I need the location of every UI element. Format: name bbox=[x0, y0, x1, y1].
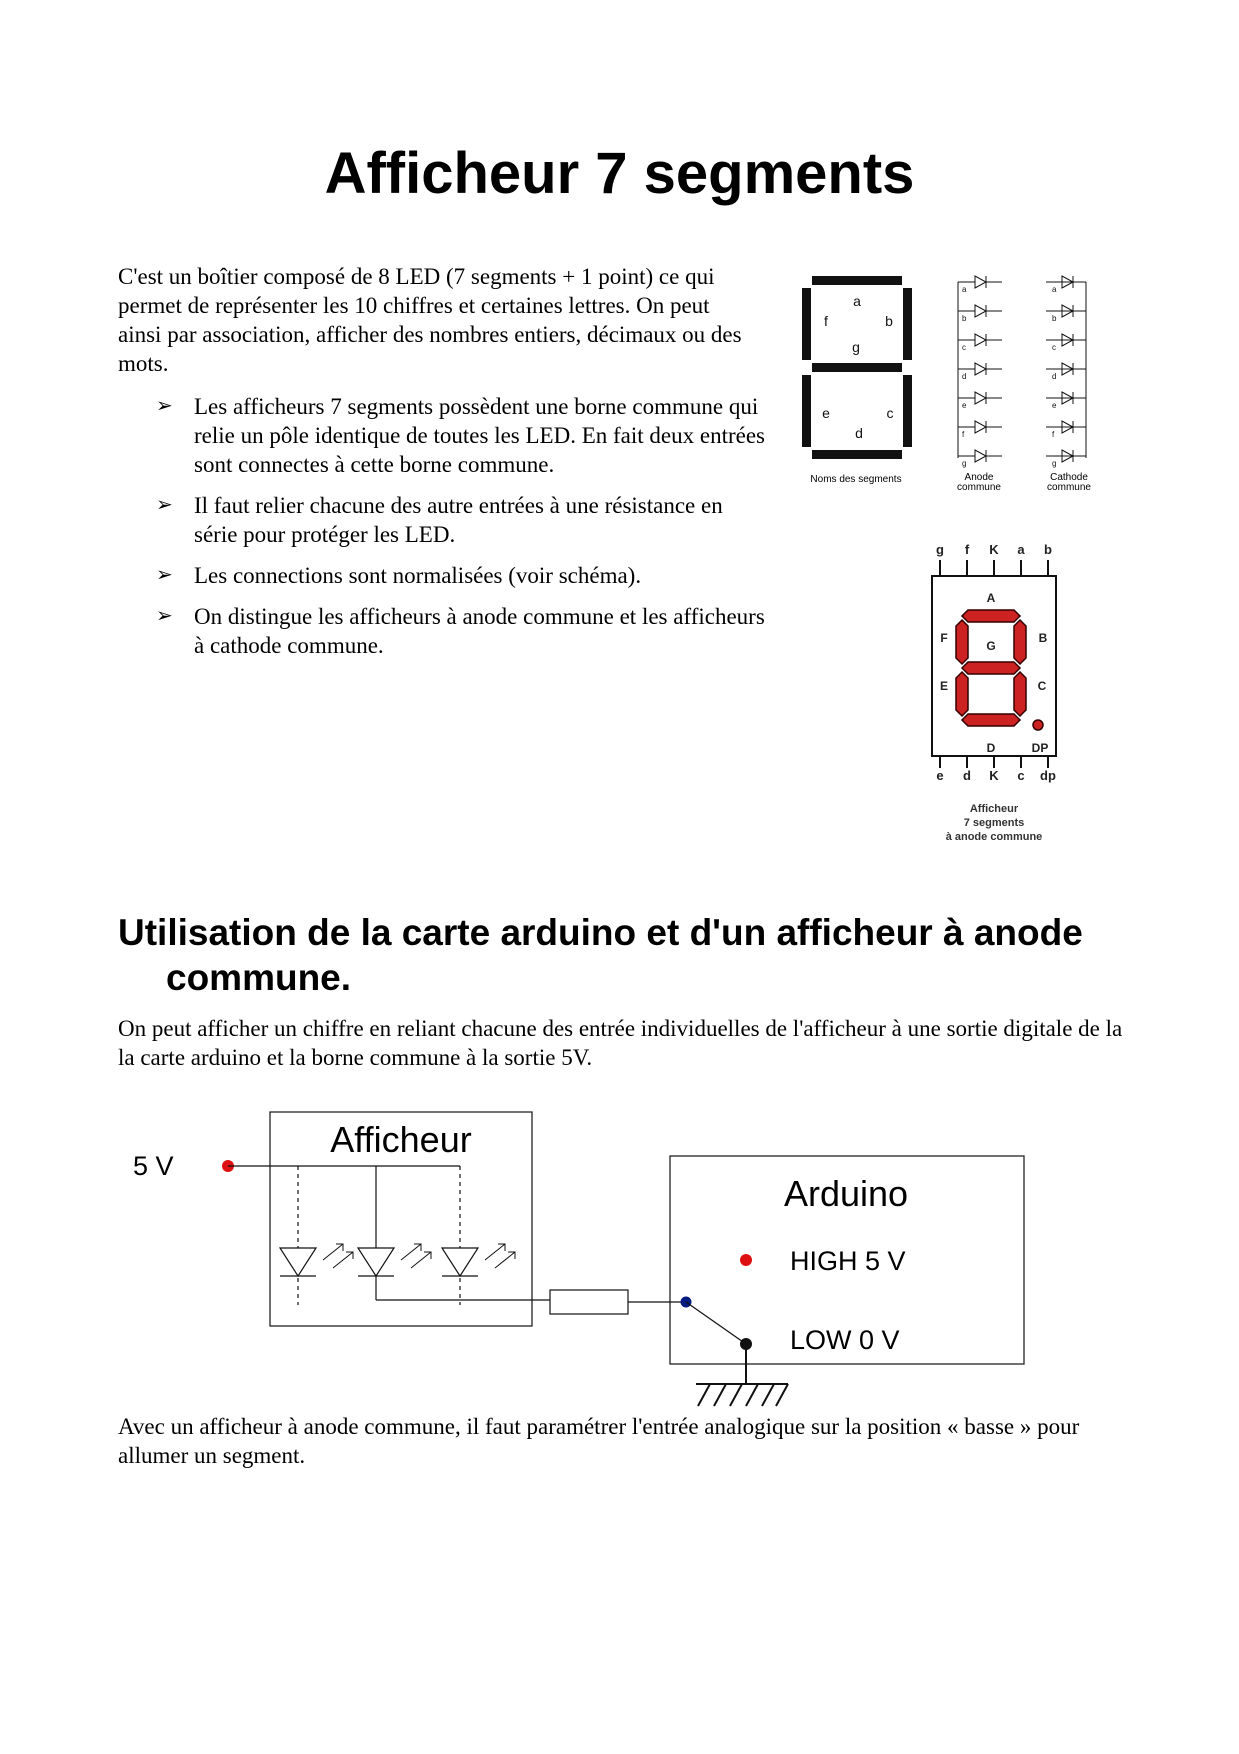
arrow-bullet-icon: ➢ bbox=[156, 494, 173, 516]
arduino-label: Arduino bbox=[783, 1173, 909, 1214]
segment-letter-g: g bbox=[852, 339, 860, 355]
anode-diode-ladder bbox=[958, 276, 1002, 462]
top-pin-label-g: g bbox=[936, 542, 944, 557]
segment-d bbox=[962, 714, 1020, 726]
anode-diode-letter-c: c bbox=[962, 343, 966, 352]
caption-cathode-line2: commune bbox=[1047, 482, 1091, 493]
switch-lever bbox=[686, 1302, 746, 1344]
bottom-pin-label-K: K bbox=[989, 768, 999, 783]
anode-common-pinout-figure bbox=[910, 540, 1080, 850]
label-F: F bbox=[940, 631, 948, 645]
paragraph-wiring: On peut afficher un chiffre en reliant chacune des entrée individuelles de l'afficheur à une sortie digitale de la la carte arduino et la borne commune à la sortie 5V. bbox=[118, 1016, 1123, 1070]
label-DP: DP bbox=[1031, 741, 1049, 755]
label-B: B bbox=[1038, 631, 1048, 645]
label-G: G bbox=[986, 639, 996, 653]
segment-names-figure bbox=[790, 270, 1120, 500]
list-item bbox=[118, 602, 768, 660]
led-symbols bbox=[280, 1166, 550, 1305]
anode-diode-letter-f: f bbox=[962, 430, 965, 439]
resistor bbox=[550, 1290, 628, 1314]
top-pin-label-K: K bbox=[989, 542, 999, 557]
bottom-pin-label-d: d bbox=[963, 768, 971, 783]
segment-letter-c: c bbox=[886, 405, 894, 421]
bottom-pin-label-e: e bbox=[936, 768, 944, 783]
segment-letter-f: f bbox=[824, 313, 828, 329]
bullet-list bbox=[118, 392, 768, 672]
supply-label: 5 V bbox=[133, 1151, 174, 1181]
low-label: LOW 0 V bbox=[790, 1325, 900, 1355]
list-item-text: Les afficheurs 7 segments possèdent une borne commune qui relie un pôle identique de toutes les LED. En fait deux entrées sont connectes à cette borne commune. bbox=[194, 394, 765, 477]
cathode-diode-letter-g: g bbox=[1052, 459, 1057, 468]
afficheur-label: Afficheur bbox=[330, 1119, 472, 1160]
list-item bbox=[118, 392, 768, 479]
light-arrows bbox=[323, 1244, 515, 1268]
label-C: C bbox=[1037, 679, 1047, 693]
segment-f bbox=[956, 620, 968, 664]
segment-letter-e: e bbox=[822, 405, 830, 421]
pinout-caption-line2: 7 segments bbox=[963, 817, 1025, 829]
circuit-diagram bbox=[118, 1100, 1038, 1420]
segment-e bbox=[956, 672, 968, 716]
pinout-caption-line1: Afficheur bbox=[969, 803, 1019, 815]
anode-diode-letter-e: e bbox=[962, 401, 967, 410]
cathode-diode-letter-e: e bbox=[1052, 401, 1057, 410]
cathode-diode-letter-d: d bbox=[1052, 372, 1057, 381]
list-item-text: On distingue les afficheurs à anode commune et les afficheurs à cathode commune. bbox=[194, 604, 765, 658]
pinout-caption-line3: à anode commune bbox=[945, 831, 1043, 843]
segment-a bbox=[962, 610, 1020, 622]
segment-letter-d: d bbox=[855, 425, 863, 441]
list-item bbox=[118, 491, 768, 549]
anode-diode-letter-d: d bbox=[962, 372, 967, 381]
top-pin-label-f: f bbox=[964, 542, 970, 557]
arrow-bullet-icon: ➢ bbox=[156, 564, 173, 586]
segment-letter-b: b bbox=[885, 313, 893, 329]
segment-b bbox=[1014, 620, 1026, 664]
label-E: E bbox=[939, 679, 949, 693]
segment-dp bbox=[1033, 720, 1043, 730]
anode-diode-f bbox=[958, 421, 1002, 433]
list-item-text: Il faut relier chacune des autre entrées à une résistance en série pour protéger les LED. bbox=[194, 493, 723, 547]
caption-anode-line1: Anode bbox=[964, 472, 994, 483]
section-heading: Utilisation de la carte arduino et d'un afficheur à anode commune. bbox=[118, 912, 1083, 998]
caption-anode-line2: commune bbox=[957, 482, 1001, 493]
segment-c bbox=[1014, 672, 1026, 716]
list-item bbox=[118, 561, 768, 590]
bottom-pin-label-dp: dp bbox=[1040, 768, 1056, 783]
top-pin-label-a: a bbox=[1017, 542, 1025, 557]
red-segments bbox=[956, 610, 1043, 730]
anode-diode-letter-a: a bbox=[962, 285, 967, 294]
anode-diode-letter-b: b bbox=[962, 314, 967, 323]
caption-segment-names: Noms des segments bbox=[810, 474, 902, 485]
cathode-diode-letter-a: a bbox=[1052, 285, 1057, 294]
top-pin-label-b: b bbox=[1044, 542, 1052, 557]
ground-icon bbox=[696, 1384, 788, 1406]
page-title: Afficheur 7 segments bbox=[324, 141, 915, 206]
segment-letter-a: a bbox=[853, 293, 861, 309]
cathode-diode-letter-c: c bbox=[1052, 343, 1056, 352]
list-item-text: Les connections sont normalisées (voir schéma). bbox=[194, 563, 642, 588]
segment-g bbox=[962, 662, 1020, 674]
intro-paragraph: C'est un boîtier composé de 8 LED (7 segments + 1 point) ce qui permet de représenter les 10 chiffres et certaines lettres. On peut ainsi par association, afficher des nombres entiers, décimaux ou des mots. bbox=[118, 264, 742, 376]
bottom-pin-label-c: c bbox=[1017, 768, 1025, 783]
arrow-bullet-icon: ➢ bbox=[156, 395, 173, 417]
label-D: D bbox=[986, 741, 996, 755]
anode-diode-letter-g: g bbox=[962, 459, 967, 468]
caption-cathode-line1: Cathode bbox=[1050, 472, 1088, 483]
cathode-diode-letter-b: b bbox=[1052, 314, 1057, 323]
cathode-diode-letter-f: f bbox=[1052, 430, 1055, 439]
arrow-bullet-icon: ➢ bbox=[156, 605, 173, 627]
paragraph-anode-setting: Avec un afficheur à anode commune, il faut paramétrer l'entrée analogique sur la position « basse » pour allumer un segment. bbox=[118, 1414, 1080, 1468]
high-red-dot bbox=[740, 1254, 752, 1266]
high-label: HIGH 5 V bbox=[790, 1246, 906, 1276]
label-A: A bbox=[986, 591, 996, 605]
